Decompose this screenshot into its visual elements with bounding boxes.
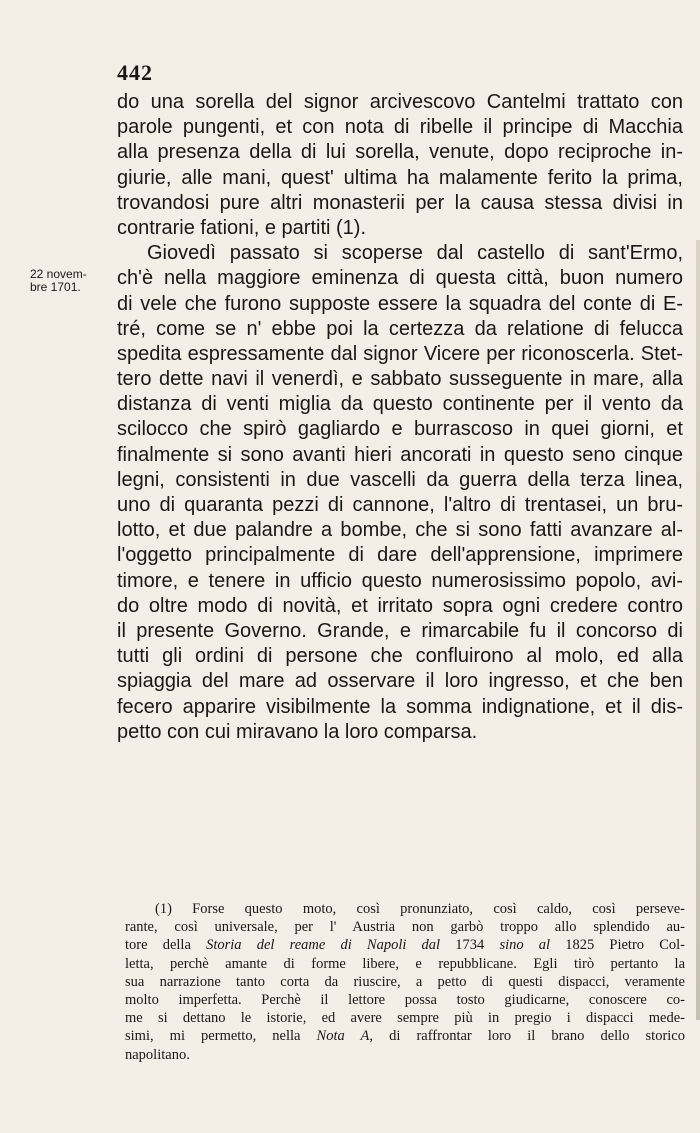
footnote-text: 1734 — [440, 937, 500, 954]
footnote-line: napolitano. — [125, 1046, 190, 1063]
text-line: lotto, et due palandre a bombe, che si sono fatti avanzare al- — [117, 519, 683, 542]
footnote-line: sua narrazione tanto corta da riuscire, a petto di questi dispacci, veramente — [125, 973, 685, 990]
text-line: distanza di venti miglia da questo continente per il vento da — [117, 393, 683, 416]
footnote-text: tore della — [125, 937, 207, 954]
footnote-line: me si dettano le istorie, ed avere sempre più in pregio i dispacci mede- — [125, 1010, 685, 1027]
page-number: 442 — [117, 60, 153, 85]
body-text — [117, 90, 683, 745]
text-line: Giovedì passato si scoperse dal castello di sant'Ermo, — [147, 242, 683, 265]
text-line: contrarie fationi, e partiti (1). — [117, 216, 366, 239]
footnote-line: rante, così universale, per l' Austria non garbò troppo allo splendido au- — [125, 919, 685, 936]
text-line: tré, come se n' ebbe poi la certezza da relatione di felucca — [117, 317, 683, 340]
text-line: tero dette navi il venerdì, e sabbato susseguente in mare, alla — [117, 368, 683, 391]
text-line: petto con cui miravano la loro comparsa. — [117, 720, 478, 743]
footnote-line — [125, 936, 685, 954]
text-line: legni, consistenti in due vascelli da guerra della terza linea, — [117, 468, 683, 491]
book-title-italic: Storia del reame di Napoli dal — [206, 937, 441, 954]
text-line: spedita espressamente dal signor Vicere per riconoscerla. Stet- — [117, 342, 683, 365]
text-line: alla presenza della di lui sorella, venute, dopo reciproche in- — [117, 141, 683, 164]
footnote-text: , di raffrontar loro il brano dello storico — [369, 1028, 685, 1045]
text-line: il presente Governo. Grande, e rimarcabile fu il concorso di — [117, 619, 683, 642]
book-title-italic: sino al — [499, 937, 551, 954]
footnote-line — [125, 1027, 685, 1045]
note-reference-italic: Nota A — [316, 1028, 370, 1045]
text-line: uno di quaranta pezzi di cannone, l'altro di trentasei, un bru- — [117, 494, 683, 516]
text-line: do una sorella del signor arcivescovo Cantelmi trattato con — [117, 91, 683, 113]
page-edge-shadow — [696, 240, 700, 1020]
footnote-text: simi, mi permetto, nella — [125, 1028, 317, 1045]
text-line: di vele che furono supposte essere la squadra del conte di E- — [117, 292, 683, 315]
text-line: giurie, alle mani, quest' ultima ha malamente ferito la prima, — [117, 166, 683, 189]
text-line: fecero apparire visibilmente la somma indignatione, et il dis- — [117, 695, 683, 718]
text-line: finalmente si sono avanti hieri ancorati in questo seno cinque — [117, 443, 683, 466]
marginal-date-note — [30, 268, 110, 293]
text-line: ch'è nella maggiore eminenza di questa città, buon numero — [117, 267, 683, 290]
footnote-line: (1) Forse questo moto, così pronunziato, così caldo, così perseve- — [155, 901, 685, 917]
text-line: spiaggia del mare ad osservare il loro ingresso, et che ben — [117, 670, 683, 693]
footnote-line: letta, perchè amante di forme libere, e repubblicane. Egli tirò pertanto la — [125, 955, 685, 972]
text-line: scilocco che spirò gagliardo e burrascoso in quei giorni, et — [117, 418, 683, 441]
footnote-text: 1825 Pietro Col- — [550, 937, 685, 954]
marginal-note-line: 22 novem- — [30, 267, 87, 281]
text-line: timore, e tenere in ufficio questo numerosissimo popolo, avi- — [117, 569, 683, 592]
text-line: parole pungenti, et con nota di ribelle il principe di Macchia — [117, 116, 683, 139]
marginal-note-line: bre 1701. — [30, 279, 81, 294]
footnote — [125, 900, 685, 1064]
text-line: l'oggetto principalmente di dare dell'apprensione, imprimere — [117, 544, 683, 567]
text-line: do oltre modo di novità, et irritato sopra ogni credere contro — [117, 594, 683, 617]
text-line: trovandosi pure altri monasterii per la causa stessa divisi in — [117, 191, 683, 214]
footnote-line: molto imperfetta. Perchè il lettore possa tosto giudicarne, conoscere co- — [125, 991, 685, 1008]
text-line: tutti gli ordini di persone che confluirono al molo, ed alla — [117, 645, 683, 668]
